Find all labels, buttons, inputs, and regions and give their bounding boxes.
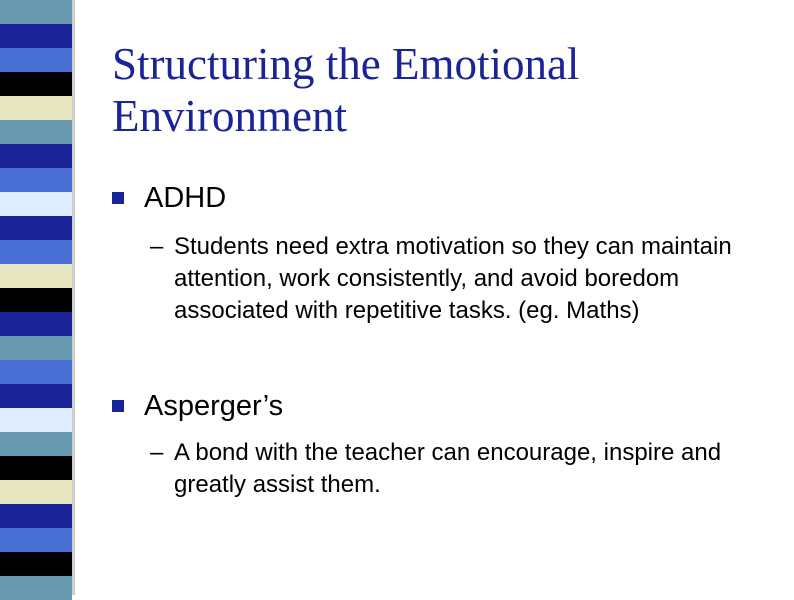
stripe <box>0 24 72 48</box>
stripe <box>0 0 72 24</box>
stripe <box>0 144 72 168</box>
sub-bullet-text: A bond with the teacher can encourage, inspire and greatly assist them. <box>174 439 722 498</box>
stripe <box>0 360 72 384</box>
stripe <box>0 552 72 576</box>
stripe <box>0 456 72 480</box>
stripe <box>0 336 72 360</box>
sub-bullet-text: Students need extra motivation so they can maintain attention, work consistently, and avoid boredom associated with repetitive tasks. (eg. Maths) <box>174 233 732 324</box>
title-line-1: Structuring the Emotional <box>112 39 580 89</box>
stripe <box>0 48 72 72</box>
stripe-divider <box>72 0 75 595</box>
stripe <box>0 192 72 216</box>
sub-bullet-aspergers <box>150 437 770 501</box>
sub-bullet-adhd <box>150 231 770 327</box>
slide-title <box>112 38 772 142</box>
stripe <box>0 168 72 192</box>
bullet-label: Asperger’s <box>144 390 284 422</box>
square-bullet-icon <box>112 192 124 204</box>
dash-marker: – <box>150 439 164 466</box>
stripe <box>0 96 72 120</box>
square-bullet-icon <box>112 400 124 412</box>
stripe <box>0 72 72 96</box>
stripe <box>0 288 72 312</box>
stripe <box>0 264 72 288</box>
stripe <box>0 432 72 456</box>
stripe <box>0 504 72 528</box>
stripe <box>0 576 72 600</box>
stripe <box>0 528 72 552</box>
stripe <box>0 384 72 408</box>
dash-marker: – <box>150 233 164 260</box>
decorative-stripe-bar <box>0 0 72 595</box>
stripe <box>0 240 72 264</box>
stripe <box>0 216 72 240</box>
stripe <box>0 408 72 432</box>
bullet-label: ADHD <box>144 182 227 214</box>
stripe <box>0 480 72 504</box>
stripe <box>0 312 72 336</box>
title-line-2: Environment <box>112 91 347 141</box>
stripe <box>0 120 72 144</box>
